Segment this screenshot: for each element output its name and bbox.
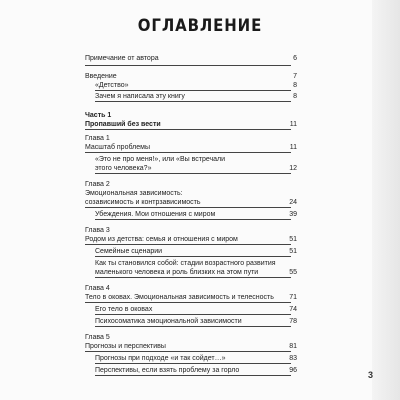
toc-entry-page: 51 — [289, 236, 297, 243]
toc-entry-title: Введение — [85, 73, 117, 80]
toc-entry — [85, 259, 297, 268]
toc-entry-title: Перспективы, если взять проблему за горло — [95, 367, 240, 374]
toc-entry-title: «Это не про меня!», или «Вы встречали — [95, 156, 226, 163]
toc-chapter-label — [85, 226, 297, 235]
leader-rule — [95, 363, 291, 364]
leader-rule — [85, 65, 291, 66]
toc-entry — [85, 189, 297, 198]
page-number: 3 — [368, 370, 374, 380]
toc-part-label — [85, 111, 297, 120]
toc-entry — [85, 235, 297, 244]
toc-entry-page: 11 — [289, 144, 297, 151]
toc-entry — [85, 72, 297, 81]
toc-entry-title: Эмоциональная зависимость: — [85, 190, 183, 197]
toc-entry — [85, 92, 297, 101]
toc-entry — [85, 268, 297, 277]
toc-entry — [85, 54, 297, 63]
toc-entry-title: Его тело в оковах — [95, 306, 153, 313]
toc-entry — [85, 366, 297, 375]
toc-entry-page: 8 — [293, 82, 297, 89]
toc-entry — [85, 81, 297, 90]
leader-rule — [95, 173, 291, 174]
toc-entry-title: Психосоматика эмоциональной зависимости — [95, 318, 242, 325]
toc-entry-page: 51 — [289, 248, 297, 255]
toc-entry-page: 55 — [289, 269, 297, 276]
toc-entry-title: Родом из детства: семья и отношения с миром — [85, 236, 238, 243]
leader-rule — [95, 375, 291, 376]
leader-rule — [85, 152, 291, 153]
toc-entry — [85, 155, 297, 164]
page-title: ОГЛАВЛЕНИЕ — [137, 16, 263, 36]
toc-entry — [85, 143, 297, 152]
toc-entry-title: маленького человека и роль близких на этом пути — [95, 269, 259, 276]
toc-chapter-label — [85, 333, 297, 342]
toc-entry-title: Глава 4 — [85, 285, 110, 292]
toc-entry-title: Убеждения. Мои отношения с миром — [95, 211, 216, 218]
toc-entry-title: Глава 5 — [85, 334, 110, 341]
toc-entry-page: 81 — [289, 343, 297, 350]
toc-entry-title: Глава 2 — [85, 181, 110, 188]
leader-rule — [95, 326, 291, 327]
leader-rule — [95, 277, 291, 278]
toc-entry-title: Пропавший без вести — [85, 121, 161, 128]
toc-entry-page: 11 — [289, 121, 297, 128]
toc-entry — [85, 210, 297, 219]
leader-rule — [95, 256, 291, 257]
toc-entry-page: 39 — [289, 211, 297, 218]
toc-entry-page: 78 — [289, 318, 297, 325]
toc-entry-title: Прогнозы и перспективы — [85, 343, 166, 350]
leader-rule — [95, 101, 291, 102]
toc-chapter-label — [85, 180, 297, 189]
toc-chapter-label — [85, 284, 297, 293]
toc-entry — [85, 293, 297, 302]
toc-entry-title: Прогнозы при подходе «и так сойдет…» — [95, 355, 226, 362]
toc-entry-page: 83 — [289, 355, 297, 362]
toc-entry-title: Как ты становился собой: стадии возрастного развития — [95, 260, 276, 267]
toc-entry-title: Семейные сценарии — [95, 248, 163, 255]
leader-rule — [85, 207, 291, 208]
page-edge-shadow — [372, 0, 400, 400]
leader-rule — [95, 314, 291, 315]
toc-entry-title: Глава 3 — [85, 227, 110, 234]
toc-chapter-label — [85, 134, 297, 143]
toc-entry-page: 24 — [289, 199, 297, 206]
toc-entry-page: 6 — [293, 55, 297, 62]
toc-entry — [85, 305, 297, 314]
toc-entry-title: «Детство» — [95, 82, 129, 89]
toc-entry-page: 8 — [293, 93, 297, 100]
leader-rule — [85, 302, 291, 303]
toc-entry-title: этого человека?» — [95, 165, 152, 172]
toc-entry-title: Примечание от автора — [85, 55, 159, 62]
toc-entry-page: 96 — [289, 367, 297, 374]
toc-entry-page: 12 — [289, 165, 297, 172]
leader-rule — [95, 90, 291, 91]
toc-entry-page: 71 — [289, 294, 297, 301]
leader-rule — [85, 351, 291, 352]
toc-entry — [85, 247, 297, 256]
toc-entry — [85, 317, 297, 326]
leader-rule — [85, 244, 291, 245]
toc-entry — [85, 342, 297, 351]
toc-entry-title: созависимость и контрзависимость — [85, 199, 201, 206]
toc-entry-title: Масштаб проблемы — [85, 144, 150, 151]
toc-entry-title: Зачем я написала эту книгу — [95, 93, 185, 100]
toc-entry — [85, 164, 297, 173]
toc-entry-page: 7 — [293, 73, 297, 80]
toc-entry-title: Тело в оковах. Эмоциональная зависимость и телесность — [85, 294, 274, 301]
toc-entry-page: 74 — [289, 306, 297, 313]
toc-entry-title: Глава 1 — [85, 135, 110, 142]
leader-rule — [95, 219, 291, 220]
toc-entry-title: Часть 1 — [85, 112, 112, 119]
toc-entry — [85, 198, 297, 207]
toc-entry — [85, 120, 297, 129]
leader-rule — [85, 129, 291, 130]
toc-entry — [85, 354, 297, 363]
